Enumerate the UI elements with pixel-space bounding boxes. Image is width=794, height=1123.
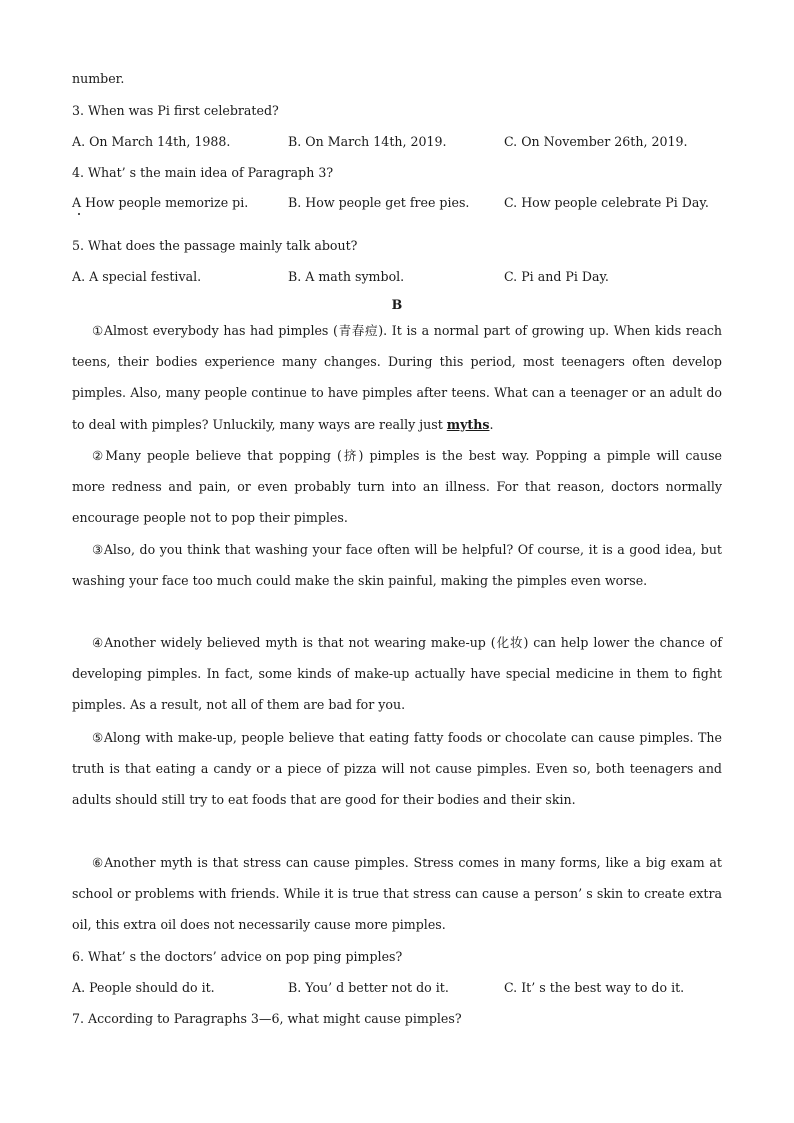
q5-option-b: B. A math symbol. [288,269,405,284]
continued-text: number. [72,71,125,86]
question-3: 3. When was Pi first celebrated? [72,103,279,118]
paragraph-1-text: ①Almost everybody has had pimples (青春痘). It is a normal part of growing up. When kids reach teens, their bodies experience many changes. During this period, most teenagers often develop pimples. Also, many people continue to have pimples after teens. What can a teenager or an adult do to deal with pimples? Unluckily, many ways are really just [72,323,722,432]
q3-option-b: B. On March 14th, 2019. [288,134,447,149]
question-7: 7. According to Paragraphs 3—6, what might cause pimples? [72,1011,462,1026]
q4-option-c: C. How people celebrate Pi Day. [504,195,709,210]
q5-option-c: C. Pi and Pi Day. [504,269,609,284]
stray-dot [78,213,80,215]
q6-option-b: B. You’ d better not do it. [288,980,449,995]
question-4: 4. What’ s the main idea of Paragraph 3? [72,165,334,180]
q3-option-a: A. On March 14th, 1988. [72,134,231,149]
paragraph-6: ⑥Another myth is that stress can cause pimples. Stress comes in many forms, like a big exam at school or problems with friends. While it is true that stress can cause a person’ s skin to create extra oil, this extra oil does not necessarily cause more pimples. [72,855,722,933]
paragraph-1-end: . [489,416,494,432]
paragraph-4: ④Another widely believed myth is that not wearing make-up (化妆) can help lower the chance of developing pimples. In fact, some kinds of make-up actually have special medicine in them to fight pimples. As a result, not all of them are bad for you. [72,635,722,713]
q5-option-a: A. A special festival. [72,269,202,284]
q4-option-b: B. How people get free pies. [288,195,470,210]
q3-option-c: C. On November 26th, 2019. [504,134,688,149]
question-6: 6. What’ s the doctors’ advice on pop ping pimples? [72,949,403,964]
paragraph-2: ②Many people believe that popping (挤) pimples is the best way. Popping a pimple will cause more redness and pain, or even probably turn into an illness. For that reason, doctors normally encourage people not to pop their pimples. [72,448,722,526]
q6-option-c: C. It’ s the best way to do it. [504,980,685,995]
q6-option-a: A. People should do it. [72,980,215,995]
paragraph-5: ⑤Along with make-up, people believe that eating fatty foods or chocolate can cause pimples. The truth is that eating a candy or a piece of pizza will not cause pimples. Even so, both teenagers and adults should still try to eat foods that are good for their bodies and their skin. [72,730,722,808]
question-5: 5. What does the passage mainly talk about? [72,238,358,253]
paragraph-3: ③Also, do you think that washing your face often will be helpful? Of course, it is a good idea, but washing your face too much could make the skin painful, making the pimples even worse. [72,542,722,589]
q4-option-a: A How people memorize pi. [72,195,249,210]
paragraph-1 [72,315,722,440]
section-b-heading: B [391,297,403,312]
myths-keyword: myths [446,416,490,432]
